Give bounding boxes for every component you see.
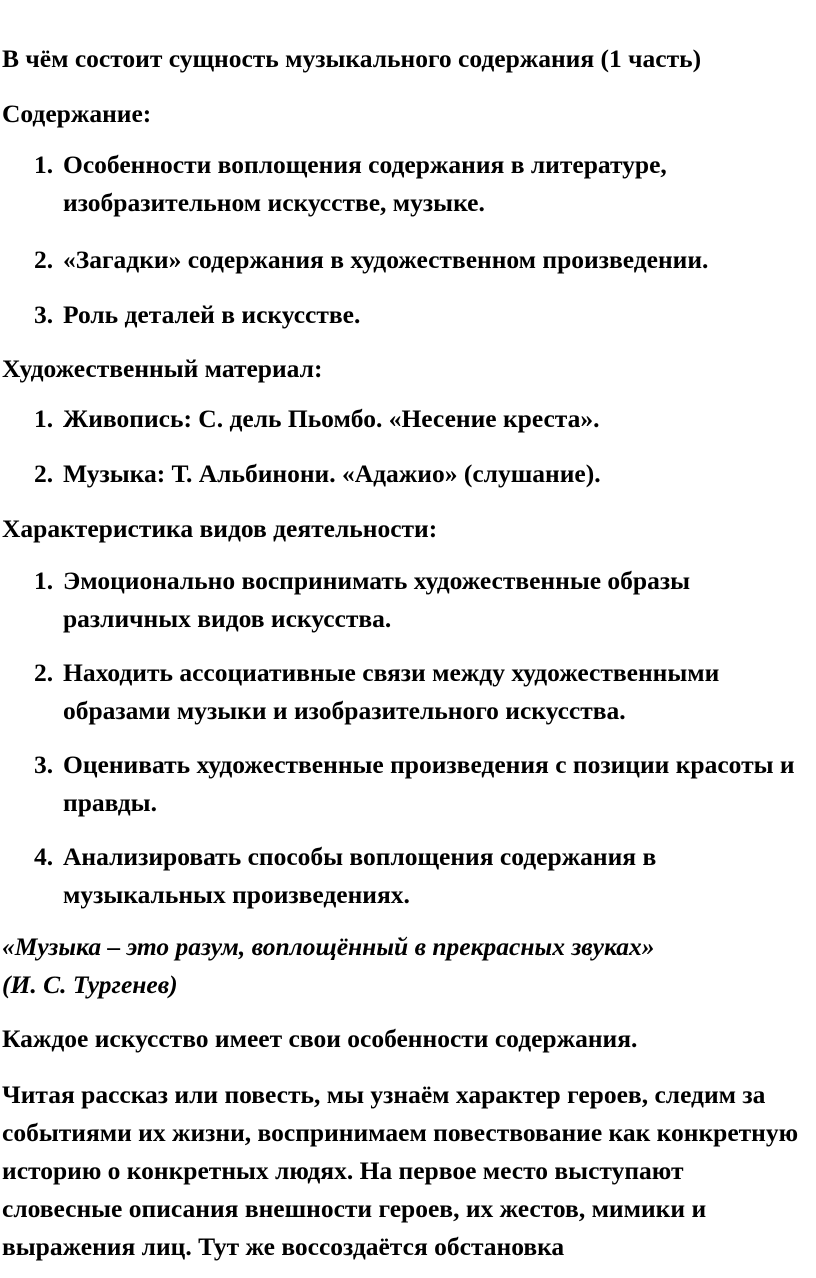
list-item bbox=[34, 654, 808, 730]
list-item-text: Роль деталей в искусстве. bbox=[63, 300, 361, 329]
list-item bbox=[34, 455, 808, 493]
list-item-text: Анализировать способы воплощения содержания в музыкальных произведениях. bbox=[63, 842, 657, 909]
list-item bbox=[34, 296, 808, 334]
list-item-text: Живопись: С. дель Пьомбо. «Несение креста». bbox=[63, 404, 600, 433]
paragraph: Читая рассказ или повесть, мы узнаём характер героев, следим за событиями их жизни, воспринимаем повествование как конкретную историю о конкретных людях. На первое место выступают словесные описания внешности героев, их жестов, мимики и выражения лиц. Тут же воссоздаётся обстановка bbox=[2, 1080, 799, 1261]
list-item-text: «Загадки» содержания в художественном произведении. bbox=[63, 245, 709, 274]
list-item-number: 1. bbox=[34, 150, 54, 179]
list-item-number: 3. bbox=[34, 300, 54, 329]
list-item-number: 4. bbox=[34, 842, 54, 871]
list-item bbox=[34, 400, 808, 438]
list-item bbox=[34, 241, 808, 279]
quote-author: (И. С. Тургенев) bbox=[2, 970, 178, 999]
list-item-number: 3. bbox=[34, 750, 54, 779]
list-item-text: Находить ассоциативные связи между художественными образами музыки и изобразительного искусства. bbox=[63, 658, 720, 725]
list-item bbox=[34, 838, 808, 914]
material-heading: Художественный материал: bbox=[2, 354, 323, 383]
list-item-text: Оценивать художественные произведения с позиции красоты и правды. bbox=[63, 750, 795, 817]
list-item bbox=[34, 146, 808, 222]
list-item bbox=[34, 746, 808, 822]
list-item-text: Музыка: Т. Альбинони. «Адажио» (слушание). bbox=[63, 459, 601, 488]
activities-heading: Характеристика видов деятельности: bbox=[2, 514, 438, 543]
list-item-number: 2. bbox=[34, 459, 54, 488]
quote-text: «Музыка – это разум, воплощённый в прекрасных звуках» bbox=[2, 932, 655, 961]
list-item bbox=[34, 562, 808, 638]
paragraph: Каждое искусство имеет свои особенности содержания. bbox=[2, 1024, 638, 1053]
contents-heading: Содержание: bbox=[2, 99, 152, 128]
list-item-text: Особенности воплощения содержания в литературе, изобразительном искусстве, музыке. bbox=[63, 150, 667, 217]
list-item-number: 2. bbox=[34, 245, 54, 274]
list-item-text: Эмоционально воспринимать художественные образы различных видов искусства. bbox=[63, 566, 691, 633]
list-item-number: 2. bbox=[34, 658, 54, 687]
list-item-number: 1. bbox=[34, 566, 54, 595]
list-item-number: 1. bbox=[34, 404, 54, 433]
page-title: В чём состоит сущность музыкального содержания (1 часть) bbox=[2, 44, 702, 73]
